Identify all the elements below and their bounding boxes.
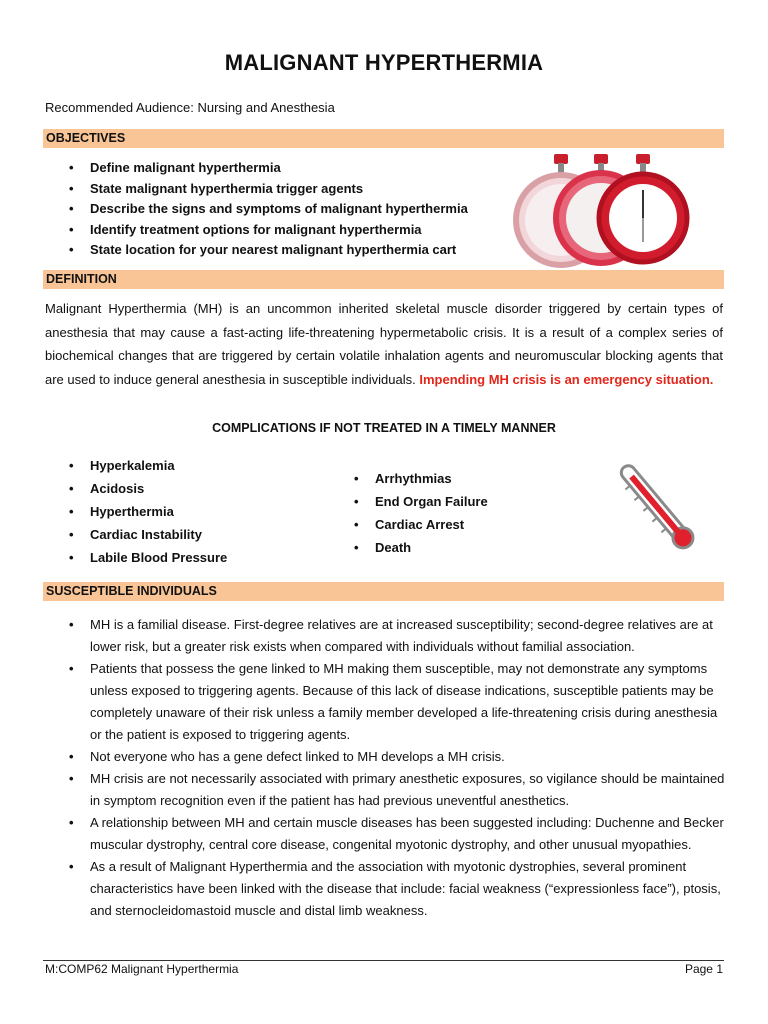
susceptible-item: • MH crisis are not necessarily associated with primary anesthetic exposures, so vigilance should be maintained in symptom recognition even if the patient has had previous uneventful anesthetics. <box>45 768 725 812</box>
complications-list-left <box>45 455 305 570</box>
complication-item: • Hyperthermia <box>45 501 305 524</box>
definition-text: Malignant Hyperthermia (MH) is an uncommon inherited skeletal muscle disorder triggered by certain types of anesthesia that may cause a fast-acting life-threatening hypermetabolic crisis. It is a result of a complex series of biochemical changes that are triggered by certain volatile inhalation agents and neuromuscular blocking agents that are used to induce general anesthesia in susceptible individuals. <box>45 301 723 387</box>
objective-item: • Define malignant hyperthermia <box>45 158 505 179</box>
susceptible-item: • MH is a familial disease. First-degree relatives are at increased susceptibility; second-degree relatives are at lower risk, but a greater risk exists when compared with individuals without familial association. <box>45 614 725 658</box>
objectives-heading: OBJECTIVES <box>43 129 724 148</box>
complication-item: • Labile Blood Pressure <box>45 547 305 570</box>
footer-divider <box>43 960 724 961</box>
page-title: MALIGNANT HYPERTHERMIA <box>224 50 544 75</box>
definition-heading: DEFINITION <box>43 270 724 289</box>
susceptible-item: • As a result of Malignant Hyperthermia and the association with myotonic dystrophies, several prominent characteristics have been linked with the disease that include: facial weakness (“expressionless face”), ptosis, and sternocleidomastoid muscle and distal limb weakness. <box>45 856 725 922</box>
recommended-audience: Recommended Audience: Nursing and Anesthesia <box>45 100 335 115</box>
susceptible-list <box>45 614 725 922</box>
emergency-emphasis: Impending MH crisis is an emergency situation. <box>419 371 714 387</box>
definition-paragraph <box>45 297 723 391</box>
complication-item: • Death <box>330 537 550 560</box>
thermometer-icon <box>600 462 715 558</box>
complication-item: • Hyperkalemia <box>45 455 305 478</box>
complication-item: • Cardiac Arrest <box>330 514 550 537</box>
stopwatch-icon <box>512 150 692 268</box>
objective-item: • Identify treatment options for malignant hyperthermia <box>45 220 505 241</box>
objective-item: • State malignant hyperthermia trigger agents <box>45 179 505 200</box>
complications-heading: COMPLICATIONS IF NOT TREATED IN A TIMELY MANNER <box>212 421 556 435</box>
complication-item: • Arrhythmias <box>330 468 550 491</box>
complication-item: • Acidosis <box>45 478 305 501</box>
footer-page-number: Page 1 <box>684 962 723 976</box>
footer-document-id: M:COMP62 Malignant Hyperthermia <box>45 962 239 976</box>
objective-item: • Describe the signs and symptoms of malignant hyperthermia <box>45 199 505 220</box>
susceptible-item: • Not everyone who has a gene defect linked to MH develops a MH crisis. <box>45 746 725 768</box>
complication-item: • End Organ Failure <box>330 491 550 514</box>
susceptible-heading: SUSCEPTIBLE INDIVIDUALS <box>43 582 724 601</box>
complications-list-right <box>330 468 550 560</box>
susceptible-item: • Patients that possess the gene linked to MH making them susceptible, may not demonstrate any symptoms unless exposed to triggering agents. Because of this lack of disease indications, susceptible patients may be completely unaware of their risk unless a family member developed a life-threatening crisis during anesthesia or the patient is exposed to triggering agents. <box>45 658 725 746</box>
complication-item: • Cardiac Instability <box>45 524 305 547</box>
susceptible-item: • A relationship between MH and certain muscle diseases has been suggested including: Duchenne and Becker muscular dystrophy, central core disease, congenital myotonic dystrophy, and other unusual myopathies. <box>45 812 725 856</box>
objectives-list <box>45 158 505 261</box>
objective-item: • State location for your nearest malignant hyperthermia cart <box>45 240 505 261</box>
